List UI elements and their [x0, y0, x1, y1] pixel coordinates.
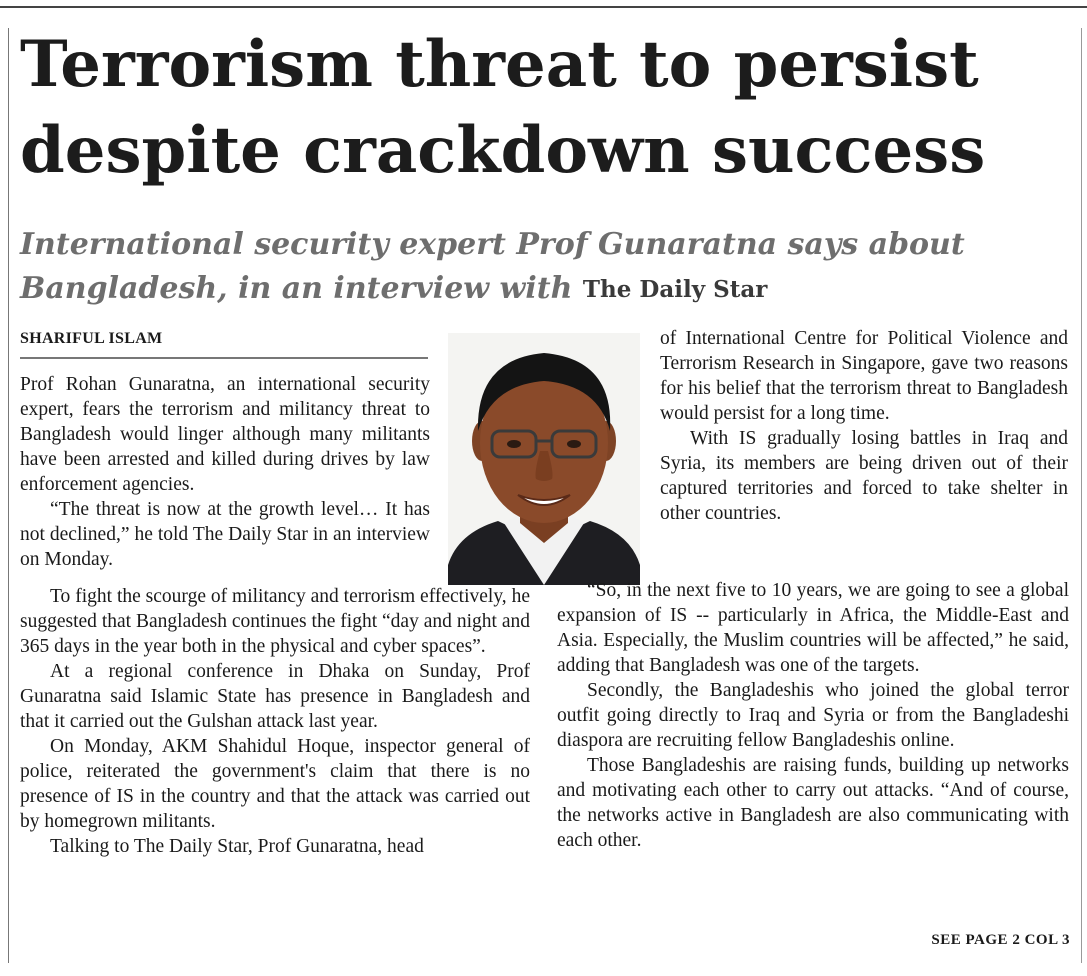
article-paragraph: With IS gradually losing battles in Iraq and Syria, its members are being driven out of their captured territories and forced to take shelter in other countries. — [660, 428, 1068, 524]
left-column-rule — [8, 28, 9, 963]
headline-line-2: despite crackdown success — [20, 113, 986, 188]
article-paragraph: To fight the scourge of militancy and terrorism effectively, he suggested that Bangladesh continues the fight “day and night and 365 days in the year both in the physical and cyber spaces”. — [20, 586, 530, 657]
right-column-rule — [1081, 28, 1082, 963]
article-column-3-bottom — [557, 578, 1069, 853]
headline — [20, 22, 1075, 194]
subhead-line-1: International security expert Prof Gunaratna says about — [20, 227, 965, 262]
article-paragraph: Secondly, the Bangladeshis who joined the global terror outfit going directly to Iraq and Syria or from the Bangladeshi diaspora are recruiting fellow Bangladeshis online. — [557, 680, 1069, 751]
article-paragraph: “So, in the next five to 10 years, we are going to see a global expansion of IS -- particularly in Africa, the Middle-East and Asia. Especially, the Muslim countries will be affected,” he said, adding that Bangladesh was one of the targets. — [557, 580, 1069, 676]
continuation-note: SEE PAGE 2 COL 3 — [931, 932, 1070, 948]
byline-rule — [20, 357, 428, 359]
article-column-1-bottom — [20, 584, 530, 859]
article-paragraph: On Monday, AKM Shahidul Hoque, inspector general of police, reiterated the government's claim that there is no presence of IS in the country and that the attack was carried out by homegrown militants. — [20, 736, 530, 832]
article-column-1-top — [20, 372, 430, 572]
portrait-photo — [448, 333, 640, 585]
subheadline — [20, 223, 1080, 312]
article-paragraph: At a regional conference in Dhaka on Sunday, Prof Gunaratna said Islamic State has presence in Bangladesh and that it carried out the Gulshan attack last year. — [20, 661, 530, 732]
byline: SHARIFUL ISLAM — [20, 330, 163, 347]
portrait-photo-icon — [448, 333, 640, 585]
article-column-3-top — [660, 326, 1068, 526]
article-paragraph: “The threat is now at the growth level… It has not declined,” he told The Daily Star in an interview on Monday. — [20, 499, 430, 570]
article-paragraph: Those Bangladeshis are raising funds, building up networks and motivating each other to carry out attacks. “And of course, the networks active in Bangladesh are also communicating with each other. — [557, 755, 1069, 851]
subhead-line-2: Bangladesh, in an interview with — [20, 271, 573, 306]
headline-line-1: Terrorism threat to persist — [20, 27, 979, 102]
article-paragraph: of International Centre for Political Violence and Terrorism Research in Singapore, gave two reasons for his belief that the terrorism threat to Bangladesh would persist for a long time. — [660, 328, 1068, 424]
daily-star-masthead: The Daily Star — [582, 276, 768, 303]
top-rule — [0, 6, 1087, 8]
article-paragraph: Prof Rohan Gunaratna, an international security expert, fears the terrorism and militancy threat to Bangladesh would linger although many militants have been arrested and killed during drives by law enforcement agencies. — [20, 374, 430, 495]
article-paragraph: Talking to The Daily Star, Prof Gunaratna, head — [50, 836, 424, 857]
